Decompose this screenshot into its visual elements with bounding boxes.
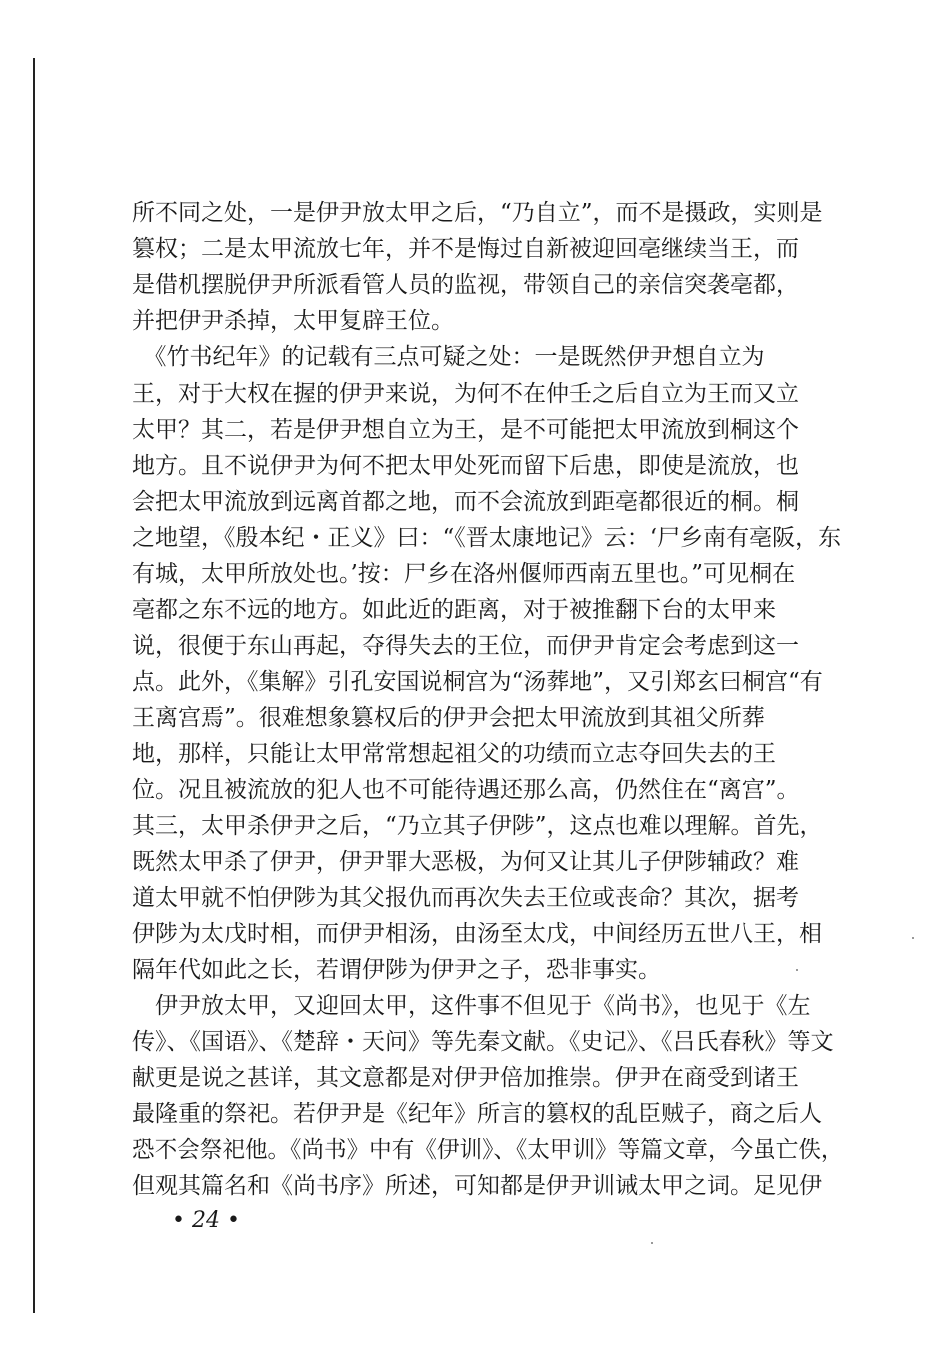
text-line: 王，对于大权在握的伊尹来说，为何不在仲壬之后自立为王而又立: [132, 381, 799, 407]
text-line: 太甲？其二，若是伊尹想自立为王，是不可能把太甲流放到桐这个: [132, 417, 799, 443]
text-line: 王离宫焉”。很难想象篡权后的伊尹会把太甲流放到其祖父所葬: [132, 705, 765, 731]
text-line: 其三，太甲杀伊尹之后，“乃立其子伊陟”，这点也难以理解。首先，: [132, 813, 823, 839]
text-line: 篡权；二是太甲流放七年，并不是悔过自新被迎回亳继续当王，而: [132, 236, 799, 262]
text-line: 之地望，《殷本纪・正义》曰：“《晋太康地记》云：‘尸乡南有亳阪，东: [132, 525, 842, 551]
text-line: 地方。且不说伊尹为何不把太甲处死而留下后患，即使是流放，也: [132, 453, 799, 479]
scan-speck: [912, 937, 914, 939]
page-number: • 24 •: [172, 1208, 240, 1233]
text-line: 最隆重的祭祀。若伊尹是《纪年》所言的篡权的乱臣贼子，商之后人: [132, 1101, 822, 1127]
text-line: 但观其篇名和《尚书序》所述，可知都是伊尹训诫太甲之词。足见伊: [132, 1173, 822, 1199]
text-line: 会把太甲流放到远离首都之地，而不会流放到距亳都很近的桐。桐: [132, 489, 799, 515]
text-line: 伊尹放太甲，又迎回太甲，这件事不但见于《尚书》，也见于《左: [132, 993, 811, 1019]
text-line: 说，很便于东山再起，夺得失去的王位，而伊尹肯定会考虑到这一: [132, 633, 799, 659]
text-line: 是借机摆脱伊尹所派看管人员的监视，带领自己的亲信突袭亳都，: [132, 272, 799, 298]
text-line: 有城，太甲所放处也。’按：尸乡在洛州偃师西南五里也。”可见桐在: [132, 561, 796, 587]
text-line: 亳都之东不远的地方。如此近的距离，对于被推翻下台的太甲来: [132, 597, 776, 623]
text-line: 献更是说之甚详，其文意都是对伊尹倍加推崇。伊尹在商受到诸王: [132, 1065, 799, 1091]
text-line: 恐不会祭祀他。《尚书》中有《伊训》、《太甲训》等篇文章，今虽亡佚，: [132, 1137, 844, 1163]
scan-speck: [651, 1242, 653, 1244]
text-line: 点。此外，《集解》引孔安国说桐宫为“汤葬地”，又引郑玄曰桐宫“有: [132, 669, 823, 695]
text-line: 道太甲就不怕伊陟为其父报仇而再次失去王位或丧命？其次，据考: [132, 885, 799, 911]
text-line: 伊陟为太戊时相，而伊尹相汤，由汤至太戊，中间经历五世八王，相: [132, 921, 822, 947]
text-line: 《竹书纪年》的记载有三点可疑之处：一是既然伊尹想自立为: [132, 344, 765, 370]
binding-line: [33, 58, 35, 1313]
text-line: 位。况且被流放的犯人也不可能待遇还那么高，仍然住在“离宫”。: [132, 777, 800, 803]
text-line: 隔年代如此之长，若谓伊陟为伊尹之子，恐非事实。: [132, 957, 661, 983]
text-line: 地，那样，只能让太甲常常想起祖父的功绩而立志夺回失去的王: [132, 741, 776, 767]
scan-speck: [796, 969, 798, 971]
text-line: 所不同之处，一是伊尹放太甲之后，“乃自立”，而不是摄政，实则是: [132, 200, 823, 226]
text-line: 既然太甲杀了伊尹，伊尹罪大恶极，为何又让其儿子伊陟辅政？难: [132, 849, 799, 875]
text-line: 并把伊尹杀掉，太甲复辟王位。: [132, 308, 454, 334]
text-line: 传》、《国语》、《楚辞・天问》等先秦文献。《史记》、《吕氏春秋》等文: [132, 1029, 834, 1055]
